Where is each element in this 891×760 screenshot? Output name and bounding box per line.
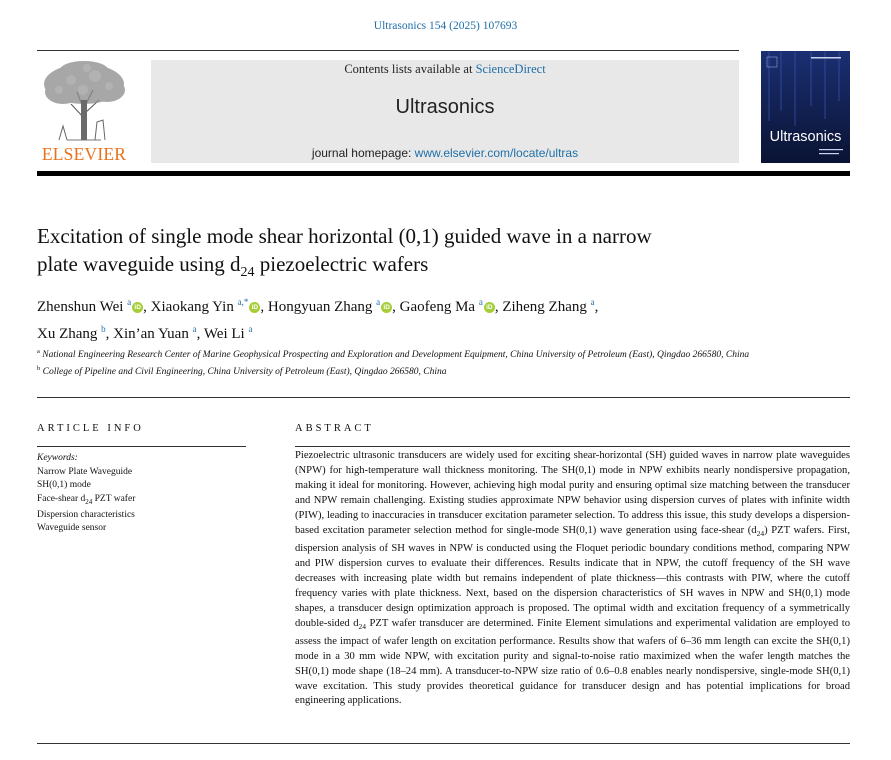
keyword-item: Waveguide sensor <box>37 523 107 534</box>
keywords-block <box>37 452 247 536</box>
author-name[interactable]: Xiaokang Yin <box>150 299 234 315</box>
abstract-part-2: ) PZT wafers. First, dispersion analysis of SH waves in NPW is conducted using the Floquet periodic boundary conditions method, comparing NPW and PIW dispersion curves to evaluate their differences. Results indicate that in NPW, the cutoff frequency of the SH wave decreases with increasing plate width but remains independent of plate thickness—this contrasts with PIW, where the cutoff frequency varies with plate thickness. Next, based on the dispersion characteristics of SH waves in NPW and SH(0,1) mode shapes, a transducer design optimization approach is proposed. The optimal width and excitation frequency of a symmetrically double-sided d <box>295 524 850 629</box>
keyword-item: Dispersion characteristics <box>37 509 135 520</box>
journal-title: Ultrasonics <box>395 96 495 118</box>
author-affiliation-mark[interactable]: a <box>248 324 253 334</box>
author-separator: , <box>594 299 599 315</box>
journal-homepage-line <box>151 146 739 160</box>
keyword-text-post: PZT wafer <box>92 493 136 504</box>
author-name[interactable]: Zhenshun Wei <box>37 299 124 315</box>
keyword-subscript: 24 <box>85 497 93 506</box>
orcid-icon[interactable]: iD <box>484 302 495 313</box>
author-separator: , <box>392 299 400 315</box>
affiliation-mark: b <box>37 365 41 373</box>
author-name[interactable]: Xu Zhang <box>37 326 98 342</box>
author-separator: , <box>494 299 503 315</box>
author-affiliation-mark[interactable]: a <box>192 324 197 334</box>
abstract-part-1: Piezoelectric ultrasonic transducers are widely used for exciting shear-horizontal (SH) guided waves in narrow plate waveguides (NPW) for high-temperature wall thickness monitoring. The SH(0,1) mode in NPW exhibits nearly nondispersive propagation, making it ideal for monitoring. However, achieving high modal purity and ensuring optimal size matching between the transducer and NPW remain challenging. Existing studies approximate NPW behavior using dispersion curves of plates with infinite width (PIW), leading to inaccuracies in transducer excitation parameter selection. To address this issue, this study develops a dispersion-based excitation parameter selection method for single-mode SH(0,1) wave generation using face-shear (d <box>295 450 850 536</box>
author-affiliation-mark[interactable]: a <box>376 297 381 307</box>
affiliation-mark: a <box>37 348 40 355</box>
keyword-item: SH(0,1) mode <box>37 480 91 490</box>
keywords-label: Keywords: <box>37 453 78 463</box>
affiliation-b <box>37 362 757 379</box>
author-affiliation-mark[interactable]: b <box>101 324 106 334</box>
cover-title: Ultrasonics <box>769 129 842 145</box>
article-info-divider <box>37 446 246 447</box>
abstract-subscript-2: 24 <box>358 621 367 631</box>
abstract-part-3: PZT wafer transducer are determined. Finite Element simulations and experimental validation are employed to assess the impact of wafer length on excitation performance. Results show that wafers of 6–36 mm length can excite the SH(0,1) mode in a 30 mm wide NPW, with excitation purity and signal-to-noise ratio maximized when the wafer length matches the SH(0,1) mode shape (18–24 mm). A transducer-to-NPW size ratio of 0.6–0.8 enables nearly nondispersive, single-mode SH(0,1) wave excitation. This study provides theoretical guidance for transducer design and has potential implications for broad engineering applications. <box>295 617 850 707</box>
affiliation-a <box>37 345 757 362</box>
title-subscript: 24 <box>240 265 255 281</box>
author-separator: , <box>105 326 114 342</box>
author-name[interactable]: Wei Li <box>203 326 245 342</box>
title-line-2-post: piezoelectric wafers <box>254 252 429 276</box>
homepage-prefix: journal homepage: <box>311 146 415 160</box>
elsevier-tree-icon <box>37 60 131 144</box>
author-separator: , <box>260 299 268 315</box>
author-affiliation-mark[interactable]: a <box>590 297 595 307</box>
abstract-divider <box>295 446 850 447</box>
affiliations <box>37 345 757 379</box>
title-line-2-pre: plate waveguide using d <box>37 252 241 276</box>
journal-masthead <box>151 60 739 163</box>
title-line-1: Excitation of single mode shear horizontal (0,1) guided wave in a narrow <box>37 224 652 248</box>
abstract-heading: ABSTRACT <box>295 423 374 434</box>
keyword-item: Narrow Plate Waveguide <box>37 466 133 477</box>
keyword-text: Face-shear d <box>37 493 86 504</box>
orcid-icon[interactable]: iD <box>381 302 392 313</box>
author-affiliation-mark[interactable]: a <box>478 297 483 307</box>
author-name[interactable]: Hongyuan Zhang <box>267 299 373 315</box>
orcid-icon[interactable]: iD <box>132 302 143 313</box>
header-thick-divider <box>37 171 850 176</box>
author-separator: , <box>143 299 151 315</box>
author-name[interactable]: Ziheng Zhang <box>502 299 587 315</box>
journal-reference-link[interactable]: Ultrasonics 154 (2025) 107693 <box>373 20 518 32</box>
author-name[interactable]: Xin’an Yuan <box>113 326 189 342</box>
author-name[interactable]: Gaofeng Ma <box>399 299 476 315</box>
cover-pattern-icon <box>761 51 850 163</box>
author-affiliation-mark[interactable]: a <box>127 297 132 307</box>
elsevier-wordmark: ELSEVIER <box>41 144 127 164</box>
affiliation-text: National Engineering Research Center of Marine Geophysical Prospecting and Exploration and Development Equipment, China University of Petroleum (East), Qingdao 266580, China <box>42 350 750 361</box>
section-divider <box>37 397 850 398</box>
contents-prefix: Contents lists available at <box>344 62 476 76</box>
author-affiliation-mark[interactable]: a,* <box>237 297 249 307</box>
article-title <box>37 222 797 287</box>
orcid-icon[interactable]: iD <box>249 302 260 313</box>
article-info-heading: ARTICLE INFO <box>37 423 144 434</box>
author-list <box>37 291 837 345</box>
abstract-subscript-1: 24 <box>756 528 765 538</box>
affiliation-text: College of Pipeline and Civil Engineering, China University of Petroleum (East), Qingdao 266580, China <box>42 367 447 378</box>
journal-homepage-link[interactable]: www.elsevier.com/locate/ultras <box>414 146 579 160</box>
contents-available-line <box>151 62 739 77</box>
sciencedirect-link[interactable]: ScienceDirect <box>475 62 546 76</box>
author-separator: , <box>196 326 204 342</box>
abstract-body <box>295 449 850 709</box>
keyword-item <box>37 493 247 509</box>
journal-cover-thumbnail[interactable] <box>761 51 850 163</box>
elsevier-logo[interactable] <box>37 60 131 164</box>
top-divider <box>37 50 739 51</box>
bottom-divider <box>37 743 850 744</box>
